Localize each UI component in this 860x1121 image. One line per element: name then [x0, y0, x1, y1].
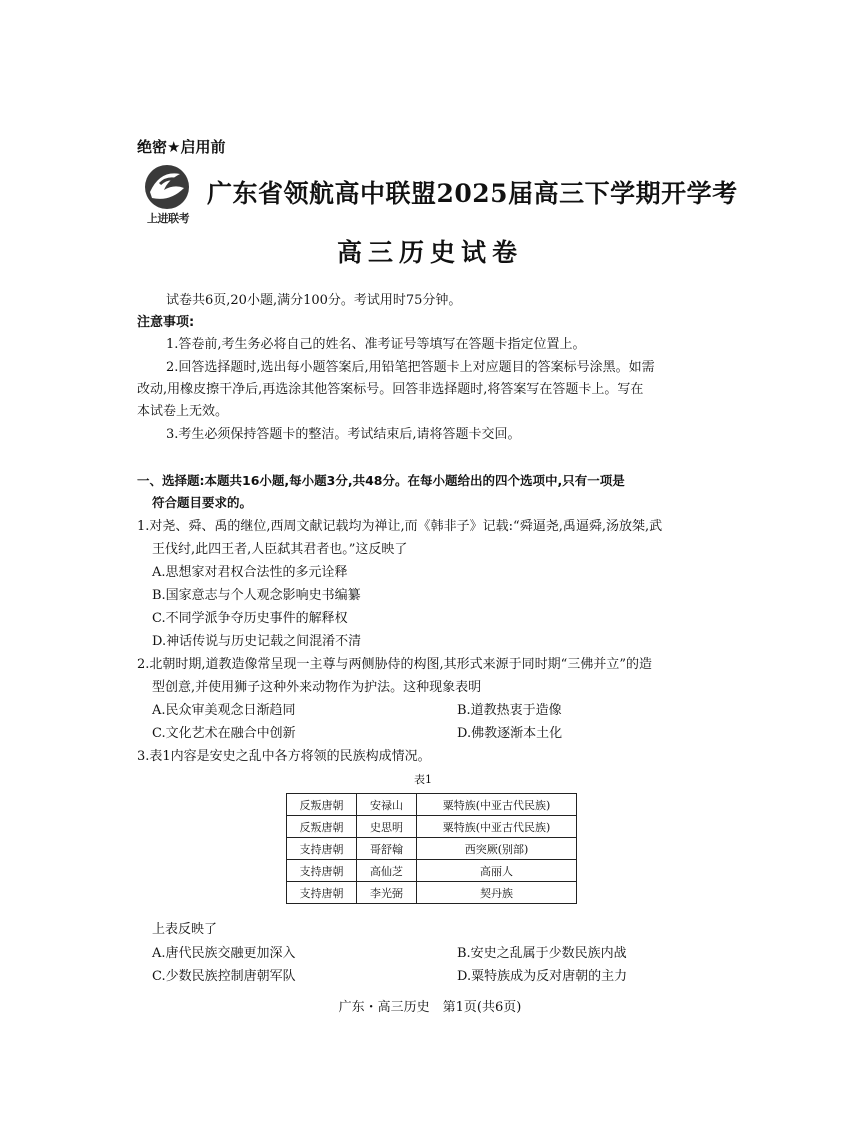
exam-title: 广东省领航高中联盟2025届高三下学期开学考 [207, 179, 738, 208]
table-row [287, 816, 577, 838]
q1-option-c: C.不同学派争夺历史事件的解释权 [152, 611, 348, 626]
note-2-line-1: 2.回答选择题时,选出每小题答案后,用铅笔把答题卡上对应题目的答案标号涂黑。如需 [166, 360, 655, 375]
table-cell: 史思明 [357, 816, 417, 838]
table-cell: 安禄山 [357, 794, 417, 816]
q2-option-d: D.佛教逐渐本土化 [457, 726, 563, 741]
table-cell: 支持唐朝 [287, 882, 357, 904]
table-row [287, 794, 577, 816]
table-cell: 反叛唐朝 [287, 816, 357, 838]
q2-stem-line-2: 型创意,并使用狮子这种外来动物作为护法。这种现象表明 [152, 680, 482, 695]
q1-option-b: B.国家意志与个人观念影响史书编纂 [152, 588, 361, 603]
section-heading-line-2: 符合题目要求的。 [152, 495, 253, 510]
q3-option-a: A.唐代民族交融更加深入 [152, 946, 296, 961]
table-cell: 李光弼 [357, 882, 417, 904]
q1-option-d: D.神话传说与历史记载之间混淆不清 [152, 634, 362, 649]
table-cell: 高仙芝 [357, 860, 417, 882]
table-row [287, 882, 577, 904]
exam-summary: 试卷共6页,20小题,满分100分。考试用时75分钟。 [166, 293, 462, 308]
q3-stem: 3.表1内容是安史之乱中各方将领的民族构成情况。 [137, 749, 431, 764]
q1-stem-line-1: 1.对尧、舜、禹的继位,西周文献记载均为禅让,而《韩非子》记载:“舜逼尧,禹逼舜,汤放桀,武 [137, 519, 663, 534]
logo-swirl-icon [140, 162, 196, 212]
note-3: 3.考生必须保持答题卡的整洁。考试结束后,请将答题卡交回。 [166, 427, 521, 442]
table-caption: 表1 [414, 773, 432, 786]
q1-option-a: A.思想家对君权合法性的多元诠释 [152, 565, 348, 580]
table-cell: 粟特族(中亚古代民族) [417, 794, 577, 816]
table-cell: 哥舒翰 [357, 838, 417, 860]
exam-logo [140, 162, 196, 224]
note-1: 1.答卷前,考生务必将自己的姓名、准考证号等填写在答题卡指定位置上。 [166, 337, 586, 352]
table-cell: 契丹族 [417, 882, 577, 904]
q2-option-b: B.道教热衷于造像 [457, 703, 562, 718]
confidential-label: 绝密★启用前 [137, 138, 226, 156]
q3-option-d: D.粟特族成为反对唐朝的主力 [457, 969, 628, 984]
q2-stem-line-1: 2.北朝时期,道教造像常呈现一主尊与两侧胁侍的构图,其形式来源于同时期“三佛并立”的造 [137, 657, 652, 672]
page-footer: 广东・高三历史 第1页(共6页) [338, 1000, 522, 1015]
exam-subtitle: 高三历史试卷 [336, 238, 523, 267]
table-cell: 高丽人 [417, 860, 577, 882]
section-heading-line-1: 一、选择题:本题共16小题,每小题3分,共48分。在每小题给出的四个选项中,只有一项是 [137, 473, 625, 488]
q2-option-a: A.民众审美观念日渐趋同 [152, 703, 296, 718]
q3-option-b: B.安史之乱属于少数民族内战 [457, 946, 627, 961]
logo-text: 上进联考 [147, 212, 189, 225]
table-cell: 反叛唐朝 [287, 794, 357, 816]
q2-option-c: C.文化艺术在融合中创新 [152, 726, 296, 741]
note-2-line-3: 本试卷上无效。 [137, 404, 229, 419]
table-cell: 西突厥(别部) [417, 838, 577, 860]
table-row [287, 838, 577, 860]
table-cell: 粟特族(中亚古代民族) [417, 816, 577, 838]
note-2-line-2: 改动,用橡皮擦干净后,再选涂其他答案标号。回答非选择题时,将答案写在答题卡上。写在 [137, 382, 644, 397]
q1-stem-line-2: 王伐纣,此四王者,人臣弑其君者也。”这反映了 [152, 542, 408, 557]
table-cell: 支持唐朝 [287, 838, 357, 860]
notes-heading: 注意事项: [137, 315, 195, 330]
q3-option-c: C.少数民族控制唐朝军队 [152, 969, 296, 984]
table-cell: 支持唐朝 [287, 860, 357, 882]
table-row [287, 860, 577, 882]
q3-after-text: 上表反映了 [152, 922, 218, 937]
general-ethnicity-table [286, 793, 577, 904]
